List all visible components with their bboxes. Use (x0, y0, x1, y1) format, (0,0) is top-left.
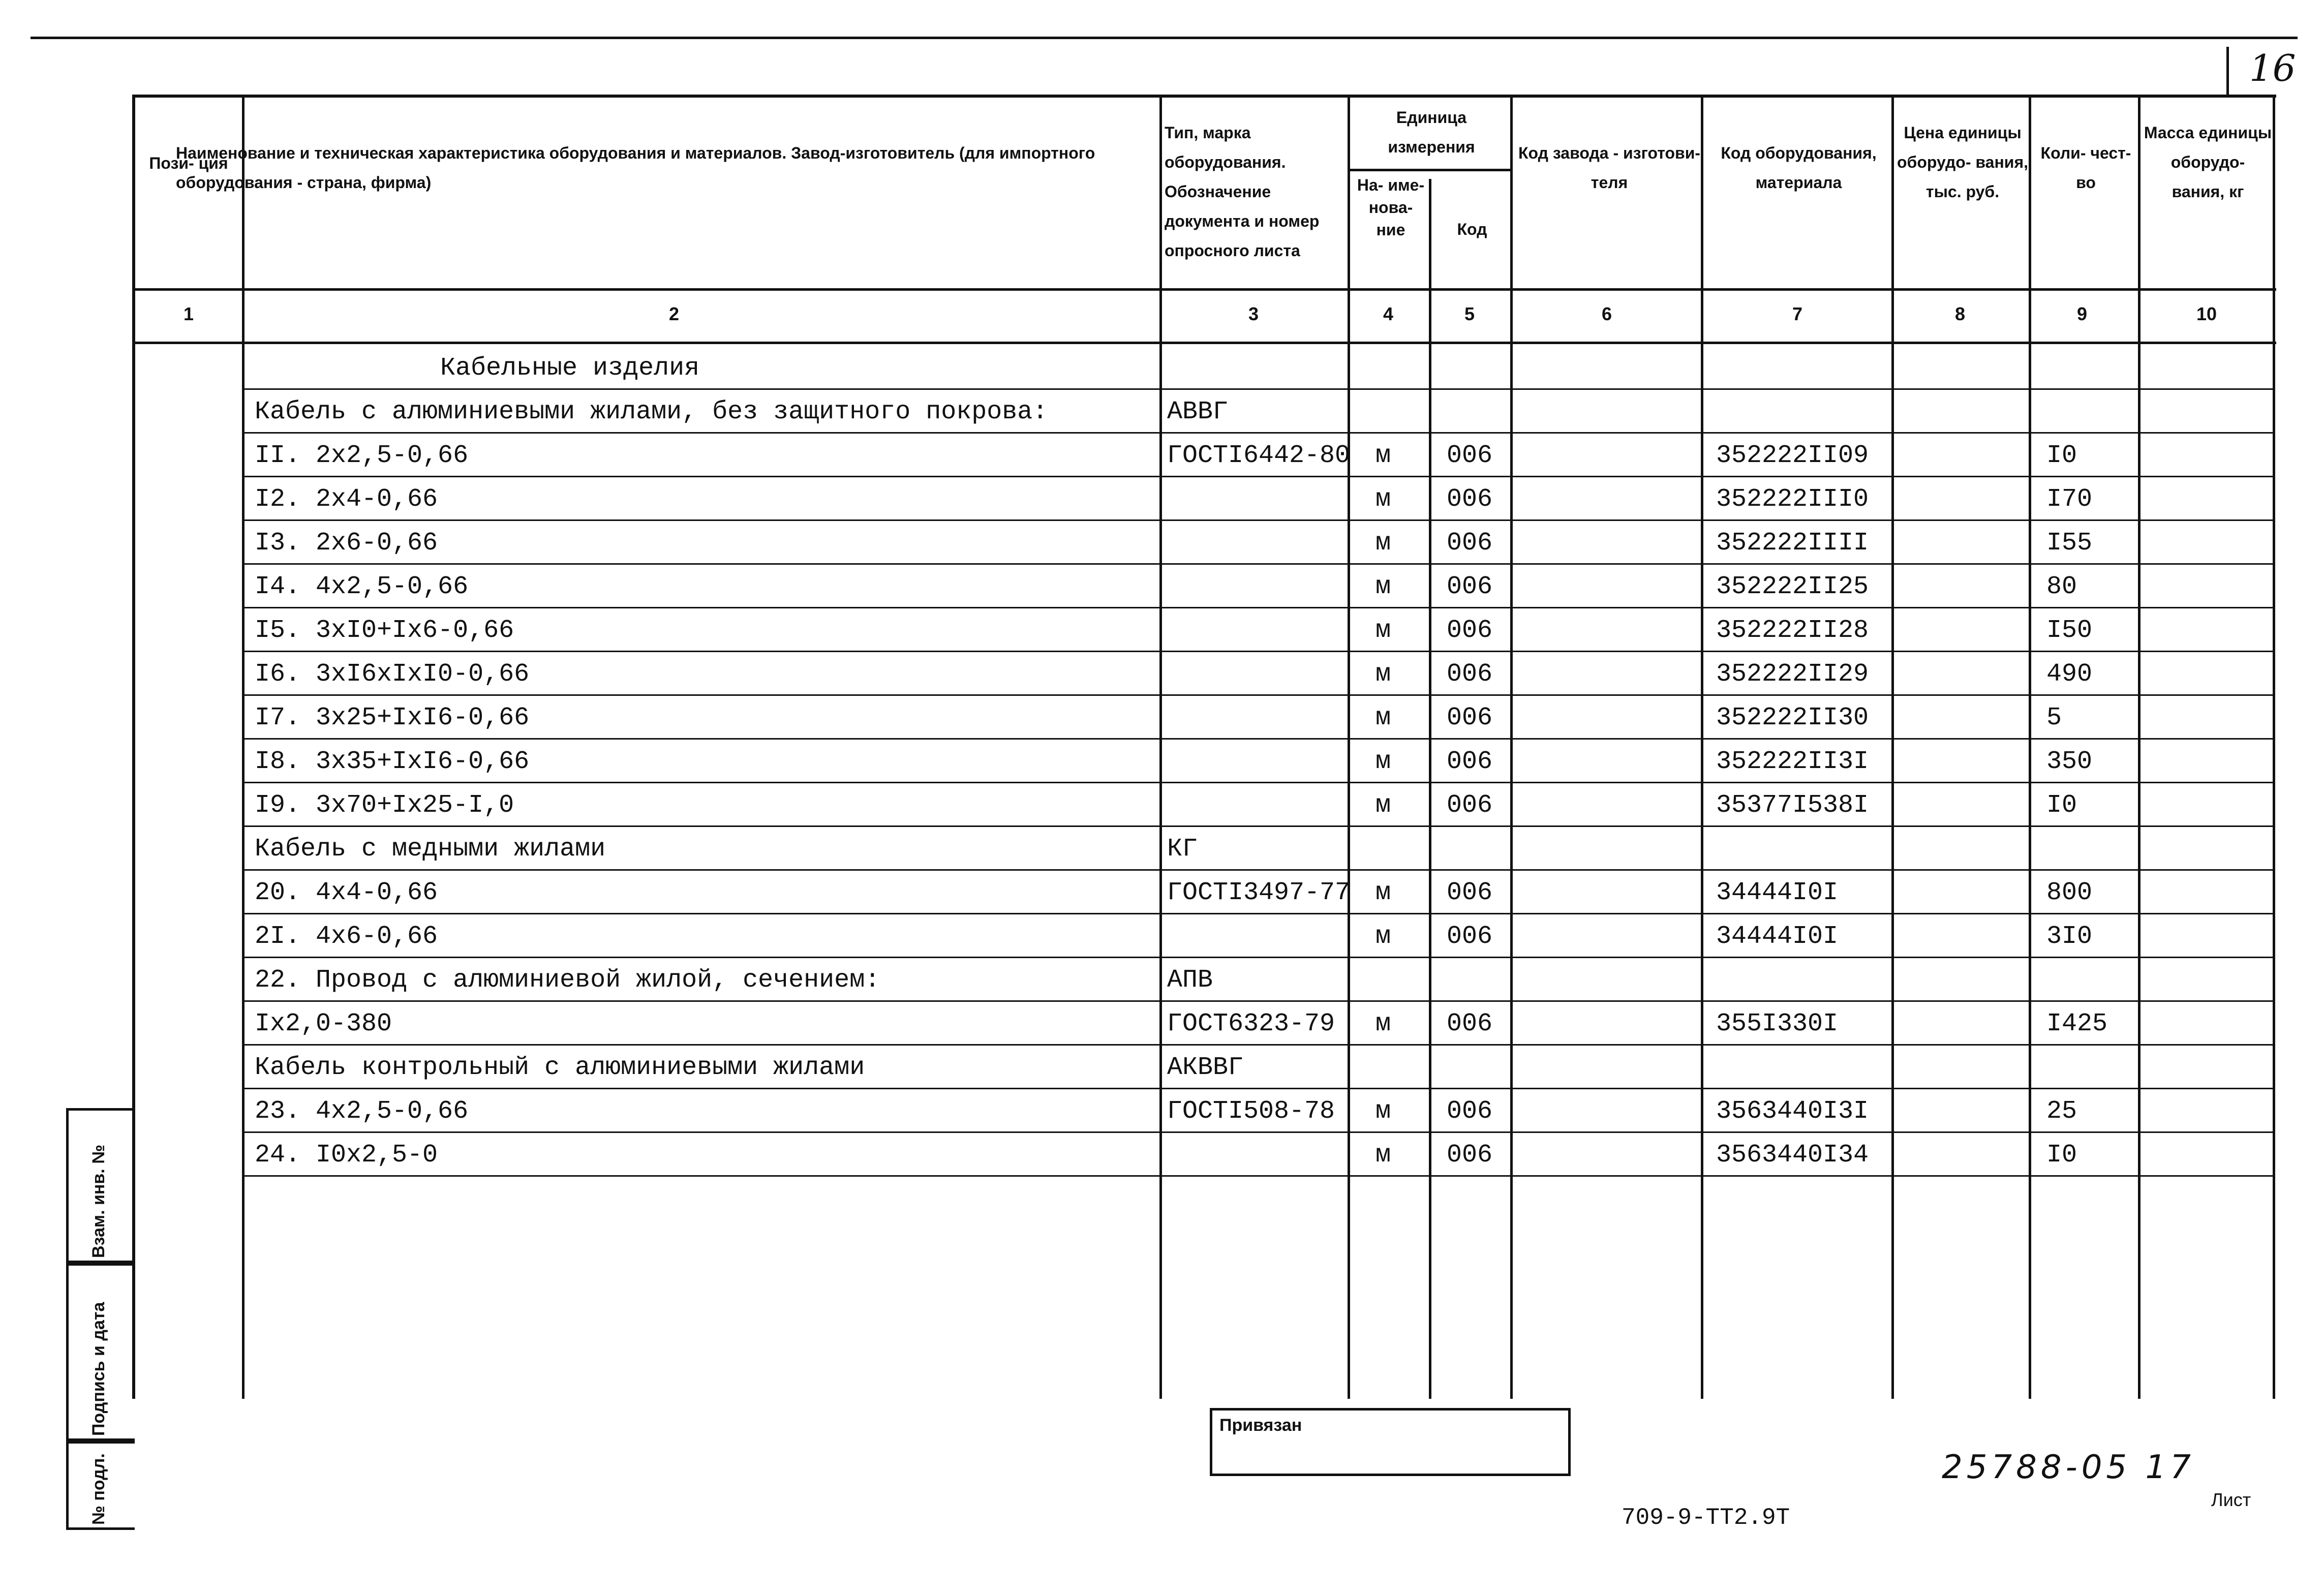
table-cell-code: 006 (1447, 878, 1493, 907)
column-number: 5 (1464, 303, 1475, 324)
table-cell-equip: 352222II25 (1716, 572, 1869, 601)
column-number: 6 (1602, 303, 1612, 324)
table-cell-code: 006 (1447, 1009, 1493, 1038)
table-cell-unit: м (1375, 441, 1391, 470)
table-cell-code: 006 (1447, 703, 1493, 732)
row-line (242, 563, 2275, 565)
table-cell-name: I3. 2x6-0,66 (255, 529, 438, 558)
table-cell-type: АКВВГ (1167, 1053, 1244, 1082)
row-line (242, 825, 2275, 827)
table-cell-equip: 352222II29 (1716, 660, 1869, 689)
row-line (242, 1088, 2275, 1089)
column-number: 8 (1955, 303, 1966, 324)
footer-code: 709-9-ТТ2.9Т (1622, 1505, 1790, 1531)
table-cell-equip: 34444I0I (1716, 878, 1839, 907)
column-number: 10 (2196, 303, 2217, 324)
table-cell-name: I2. 2x4-0,66 (255, 485, 438, 514)
table-cell-name: I5. 3xI0+Ix6-0,66 (255, 616, 514, 645)
table-cell-type: ГОСТI508-78 (1167, 1097, 1335, 1126)
table-cell-type: КГ (1167, 835, 1198, 864)
row-line (242, 1175, 2275, 1177)
table-cell-unit: м (1375, 878, 1391, 907)
table-cell-qty: I55 (2046, 529, 2093, 558)
column-number: 3 (1248, 303, 1259, 324)
table-cell-equip: 35377I538I (1716, 791, 1869, 820)
table-cell-qty: 800 (2046, 878, 2093, 907)
table-cell-unit: м (1375, 1141, 1391, 1170)
top-rule (30, 37, 2298, 39)
table-cell-code: 006 (1447, 922, 1493, 951)
table-cell-name: 24. I0x2,5-0 (255, 1141, 438, 1170)
column-number: 9 (2077, 303, 2088, 324)
header-type: Тип, марка оборудования. Обозначение документа и номер опросного листа (1165, 124, 1320, 260)
table-cell-type: АПВ (1167, 966, 1213, 995)
header-equipment-code: Код оборудования, материала (1721, 144, 1877, 192)
table-cell-unit: м (1375, 616, 1391, 645)
table-cell-code: 006 (1447, 660, 1493, 689)
table-cell-unit: м (1375, 660, 1391, 689)
table-cell-code: 006 (1447, 1141, 1493, 1170)
table-cell-code: 006 (1447, 529, 1493, 558)
table-cell-name: Кабель с медными жилами (255, 835, 606, 864)
table-cell-code: 006 (1447, 441, 1493, 470)
table-cell-name: Ix2,0-380 (255, 1009, 392, 1038)
document-number: 25788-05 17 (1942, 1449, 2195, 1486)
table-cell-name: 22. Провод с алюминиевой жилой, сечением: (255, 966, 880, 995)
sheet-number: 16 (2226, 47, 2285, 98)
table-cell-code: 006 (1447, 1097, 1493, 1126)
table-cell-qty: 490 (2046, 660, 2093, 689)
side-stamp-original: № подл. (66, 1438, 135, 1530)
table-cell-equip: 352222II30 (1716, 703, 1869, 732)
table-cell-unit: м (1375, 703, 1391, 732)
table-cell-code: 006 (1447, 616, 1493, 645)
table-cell-code: 006 (1447, 791, 1493, 820)
row-line (242, 957, 2275, 958)
table-cell-equip: 352222IIII (1716, 529, 1869, 558)
row-line (242, 694, 2275, 696)
header-unit-name: На- име- нова- ние (1357, 176, 1425, 239)
table-cell-name: Кабельные изделия (440, 354, 700, 383)
table-cell-equip: 3563440I3I (1716, 1097, 1869, 1126)
row-line (242, 1000, 2275, 1002)
table-cell-unit: м (1375, 1009, 1391, 1038)
header-unit: Единица измерения (1388, 108, 1475, 156)
table-cell-equip: 352222II3I (1716, 747, 1869, 776)
table-cell-qty: 3I0 (2046, 922, 2093, 951)
table-cell-name: I8. 3x35+IxI6-0,66 (255, 747, 530, 776)
header-quantity: Коли- чест- во (2040, 144, 2131, 192)
specification-table (132, 95, 2276, 1399)
header-price: Цена единицы оборудо- вания, тыс. руб. (1897, 124, 2028, 201)
table-cell-equip: 352222II09 (1716, 441, 1869, 470)
table-cell-unit: м (1375, 922, 1391, 951)
table-cell-name: Кабель с алюминиевыми жилами, без защитного покрова: (255, 397, 1048, 426)
header-mass: Масса единицы оборудо- вания, кг (2144, 124, 2272, 201)
table-cell-qty: 80 (2046, 572, 2077, 601)
side-stamp-signature: Подпись и дата (66, 1261, 135, 1444)
side-stamp-replace: Взам. инв. № (66, 1108, 135, 1266)
table-cell-name: 20. 4x4-0,66 (255, 878, 438, 907)
table-cell-unit: м (1375, 747, 1391, 776)
table-cell-unit: м (1375, 529, 1391, 558)
table-cell-type: ГОСТI3497-77 (1167, 878, 1351, 907)
table-cell-qty: 5 (2046, 703, 2062, 732)
table-cell-name: I4. 4x2,5-0,66 (255, 572, 469, 601)
table-cell-name: I6. 3xI6xIxI0-0,66 (255, 660, 530, 689)
table-cell-name: II. 2x2,5-0,66 (255, 441, 469, 470)
row-line (242, 651, 2275, 652)
table-cell-qty: 25 (2046, 1097, 2077, 1126)
header-unit-code: Код (1457, 220, 1487, 238)
table-cell-unit: м (1375, 791, 1391, 820)
table-cell-equip: 34444I0I (1716, 922, 1839, 951)
table-cell-qty: I0 (2046, 791, 2077, 820)
table-cell-name: Кабель контрольный с алюминиевыми жилами (255, 1053, 865, 1082)
column-number: 2 (669, 303, 680, 324)
row-line (242, 738, 2275, 740)
table-cell-code: 006 (1447, 485, 1493, 514)
table-cell-name: I9. 3x70+Ix25-I,0 (255, 791, 514, 820)
row-line (242, 519, 2275, 521)
table-cell-name: I7. 3x25+IxI6-0,66 (255, 703, 530, 732)
table-cell-name: 2I. 4x6-0,66 (255, 922, 438, 951)
table-cell-equip: 3563440I34 (1716, 1141, 1869, 1170)
table-cell-qty: I0 (2046, 441, 2077, 470)
table-cell-code: 006 (1447, 747, 1493, 776)
table-cell-qty: I0 (2046, 1141, 2077, 1170)
column-number: 7 (1792, 303, 1803, 324)
sheet-label: Лист (2211, 1489, 2251, 1510)
table-cell-code: 006 (1447, 572, 1493, 601)
row-line (242, 432, 2275, 434)
table-cell-qty: 350 (2046, 747, 2093, 776)
header-factory-code: Код завода - изготови- теля (1518, 144, 1701, 192)
row-line (242, 607, 2275, 608)
table-cell-qty: I70 (2046, 485, 2093, 514)
column-number: 1 (184, 303, 194, 324)
binding-stamp: Привязан (1210, 1408, 1571, 1476)
column-number: 4 (1383, 303, 1394, 324)
row-line (242, 1044, 2275, 1046)
header-name: Наименование и техническая характеристика оборудования и материалов. Завод-изготовитель (для импортного оборудования - страна, фирма) (176, 144, 1095, 192)
table-cell-type: АВВГ (1167, 397, 1229, 426)
table-cell-equip: 352222III0 (1716, 485, 1869, 514)
table-cell-type: ГОСТI6442-80 (1167, 441, 1351, 470)
row-line (242, 869, 2275, 871)
row-line (242, 782, 2275, 783)
table-cell-qty: I425 (2046, 1009, 2108, 1038)
row-line (242, 476, 2275, 477)
table-cell-equip: 355I330I (1716, 1009, 1839, 1038)
table-cell-qty: I50 (2046, 616, 2093, 645)
table-cell-unit: м (1375, 572, 1391, 601)
table-cell-unit: м (1375, 485, 1391, 514)
row-line (242, 913, 2275, 914)
row-line (242, 1131, 2275, 1133)
table-cell-name: 23. 4x2,5-0,66 (255, 1097, 469, 1126)
table-cell-type: ГОСТ6323-79 (1167, 1009, 1335, 1038)
header-position: Пози- ция (149, 154, 228, 172)
table-cell-unit: м (1375, 1097, 1391, 1126)
table-cell-equip: 352222II28 (1716, 616, 1869, 645)
row-line (242, 388, 2275, 390)
